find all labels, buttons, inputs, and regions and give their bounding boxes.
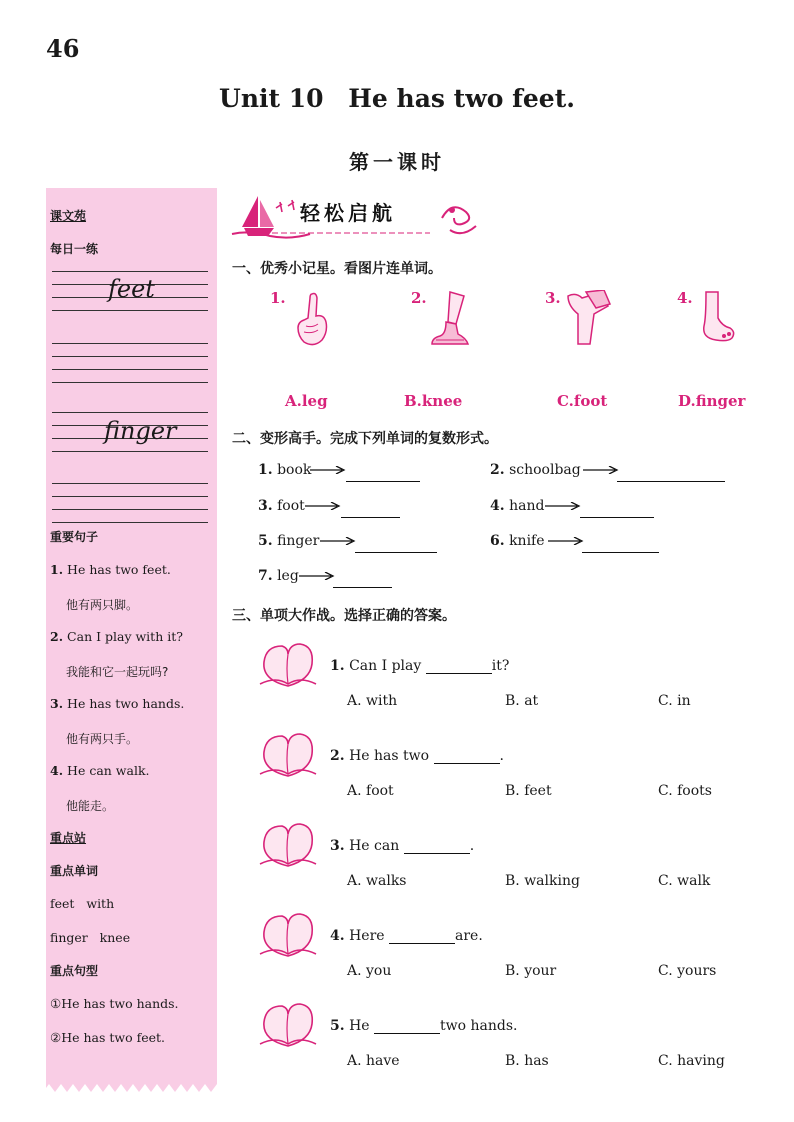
knee-icon — [562, 290, 612, 348]
arrow-icon — [320, 537, 356, 545]
sidebar-heading: 课文苑 — [50, 209, 87, 223]
unit-title-text: He has two feet. — [348, 84, 575, 113]
key-words-line: finger knee — [50, 930, 131, 945]
answer-option[interactable]: C. walk — [658, 873, 711, 889]
answer-option[interactable]: C. yours — [658, 963, 717, 979]
arrow-icon — [299, 572, 335, 580]
plural-item: 6. knife — [490, 533, 545, 549]
answer-blank[interactable] — [582, 551, 659, 553]
handwriting-word: feet — [108, 275, 155, 303]
plural-item: 5. finger — [258, 533, 320, 549]
sentence-en: 4. He can walk. — [50, 763, 150, 778]
answer-blank[interactable] — [374, 1032, 440, 1034]
plural-item: 4. hand — [490, 498, 545, 514]
peach-icon — [258, 640, 318, 690]
option-label: C.foot — [557, 392, 608, 410]
answer-option[interactable]: A. with — [347, 693, 398, 709]
writing-line — [52, 509, 208, 510]
sidebar-edge-decoration — [46, 1080, 217, 1094]
answer-blank[interactable] — [434, 762, 500, 764]
key-words-line: feet with — [50, 896, 115, 911]
writing-line — [52, 522, 208, 523]
answer-blank[interactable] — [341, 516, 400, 518]
plural-item: 3. foot — [258, 498, 305, 514]
key-sentence: ①He has two hands. — [50, 996, 179, 1011]
arrow-icon — [545, 502, 581, 510]
question-text: 1. Can I play it? — [330, 658, 510, 674]
key-heading: 重点站 — [50, 831, 87, 845]
banner-title: 轻松启航 — [300, 201, 396, 225]
answer-blank[interactable] — [355, 551, 437, 553]
arrow-icon — [548, 537, 584, 545]
handwriting-word: finger — [104, 417, 177, 445]
unit-label: Unit 10 — [219, 84, 324, 113]
writing-line — [52, 369, 208, 370]
answer-option[interactable]: B. your — [505, 963, 557, 979]
answer-option[interactable]: A. you — [347, 963, 392, 979]
answer-option[interactable]: B. at — [505, 693, 539, 709]
practice-label: 每日一练 — [50, 242, 99, 256]
answer-option[interactable]: C. foots — [658, 783, 712, 799]
section-2-title: 二、变形高手。完成下列单词的复数形式。 — [232, 431, 498, 447]
writing-line — [52, 483, 208, 484]
peach-icon — [258, 820, 318, 870]
sailboat-icon — [232, 196, 310, 238]
option-label: B.knee — [404, 392, 463, 410]
question-text: 4. Here are. — [330, 928, 483, 944]
answer-option[interactable]: A. foot — [347, 783, 394, 799]
writing-line — [52, 412, 208, 413]
picture-number: 4. — [677, 289, 693, 307]
page-number: 46 — [46, 34, 80, 63]
sentence-zh: 他有两只脚。 — [66, 598, 139, 612]
arrow-icon — [305, 502, 341, 510]
plural-item: 7. leg — [258, 568, 299, 584]
question-text: 3. He can . — [330, 838, 475, 854]
sentences-heading: 重要句子 — [50, 530, 99, 544]
picture-number: 1. — [270, 289, 286, 307]
answer-option[interactable]: B. has — [505, 1053, 549, 1069]
option-label: D.finger — [678, 392, 746, 410]
writing-line — [52, 356, 208, 357]
plural-item: 2. schoolbag — [490, 462, 581, 478]
sentence-en: 2. Can I play with it? — [50, 629, 183, 644]
sentence-zh: 我能和它一起玩吗? — [66, 665, 169, 679]
question-text: 2. He has two . — [330, 748, 504, 764]
answer-blank[interactable] — [346, 480, 420, 482]
answer-blank[interactable] — [617, 480, 725, 482]
unit-title — [0, 84, 794, 113]
option-label: A.leg — [285, 392, 328, 410]
writing-line — [52, 271, 208, 272]
key-sentence: ②He has two feet. — [50, 1030, 166, 1045]
answer-option[interactable]: C. having — [658, 1053, 725, 1069]
finger-icon — [292, 290, 332, 348]
sentence-en: 3. He has two hands. — [50, 696, 185, 711]
answer-blank[interactable] — [580, 516, 654, 518]
answer-blank[interactable] — [389, 942, 455, 944]
leg-icon — [428, 290, 472, 348]
picture-number: 2. — [411, 289, 427, 307]
key-sentences-label: 重点句型 — [50, 964, 99, 978]
lesson-title: 第一课时 — [349, 150, 445, 174]
foot-icon — [696, 290, 736, 344]
plural-item: 1. book — [258, 462, 312, 478]
section-banner — [230, 190, 480, 240]
peach-icon — [258, 1000, 318, 1050]
section-3-title: 三、单项大作战。选择正确的答案。 — [232, 608, 456, 624]
answer-option[interactable]: C. in — [658, 693, 691, 709]
writing-line — [52, 496, 208, 497]
sentence-zh: 他有两只手。 — [66, 732, 139, 746]
answer-option[interactable]: B. feet — [505, 783, 552, 799]
answer-option[interactable]: A. have — [347, 1053, 400, 1069]
arrow-icon — [310, 466, 346, 474]
answer-option[interactable]: A. walks — [347, 873, 407, 889]
picture-number: 3. — [545, 289, 561, 307]
writing-line — [52, 343, 208, 344]
answer-blank[interactable] — [426, 672, 492, 674]
peach-icon — [258, 910, 318, 960]
peach-icon — [258, 730, 318, 780]
sentence-en: 1. He has two feet. — [50, 562, 171, 577]
writing-line — [52, 310, 208, 311]
key-words-label: 重点单词 — [50, 864, 99, 878]
swirl-icon — [442, 207, 476, 233]
answer-blank[interactable] — [404, 852, 470, 854]
answer-option[interactable]: B. walking — [505, 873, 580, 889]
section-1-title: 一、优秀小记星。看图片连单词。 — [232, 261, 442, 277]
sentence-zh: 他能走。 — [66, 799, 115, 813]
answer-blank[interactable] — [333, 586, 392, 588]
writing-line — [52, 382, 208, 383]
question-text: 5. He two hands. — [330, 1018, 518, 1034]
arrow-icon — [583, 466, 619, 474]
writing-line — [52, 451, 208, 452]
